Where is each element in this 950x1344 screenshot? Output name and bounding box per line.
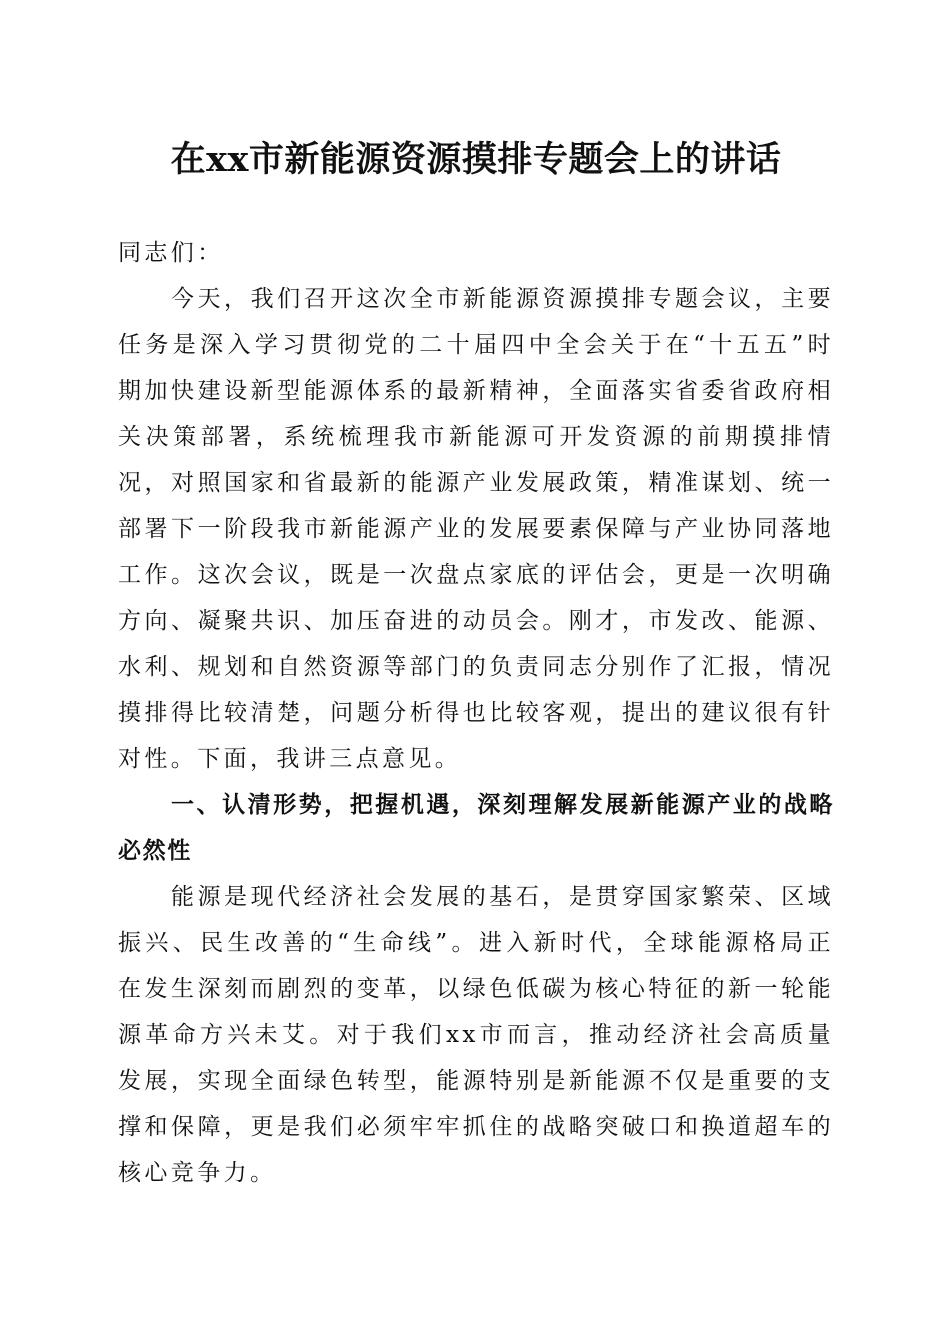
document-body: [118, 230, 834, 1196]
section-1-paragraph: 能源是现代经济社会发展的基石，是贯穿国家繁荣、区域振兴、民生改善的“生命线”。进入新时代，全球能源格局正在发生深刻而剧烈的变革，以绿色低碳为核心特征的新一轮能源革命方兴未艾。对于我们xx市而言，推动经济社会高质量发展，实现全面绿色转型，能源特别是新能源不仅是重要的支撑和保障，更是我们必须牢牢抓住的战略突破口和换道超车的核心竞争力。: [118, 884, 834, 1186]
document-page: [118, 0, 834, 1344]
salutation: 同志们：: [118, 240, 224, 266]
document-title: 在xx市新能源资源摸排专题会上的讲话: [170, 139, 782, 180]
section-heading-1: 一、认清形势，把握机遇，深刻理解发展新能源产业的战略必然性: [118, 792, 834, 864]
opening-paragraph: 今天，我们召开这次全市新能源资源摸排专题会议，主要任务是深入学习贯彻党的二十届四中全会关于在“十五五”时期加快建设新型能源体系的最新精神，全面落实省委省政府相关决策部署，系统梳理我市新能源可开发资源的前期摸排情况，对照国家和省最新的能源产业发展政策，精准谋划、统一部署下一阶段我市新能源产业的发展要素保障与产业协同落地工作。这次会议，既是一次盘点家底的评估会，更是一次明确方向、凝聚共识、加压奋进的动员会。刚才，市发改、能源、水利、规划和自然资源等部门的负责同志分别作了汇报，情况摸排得比较清楚，问题分析得也比较客观，提出的建议很有针对性。下面，我讲三点意见。: [118, 286, 834, 772]
